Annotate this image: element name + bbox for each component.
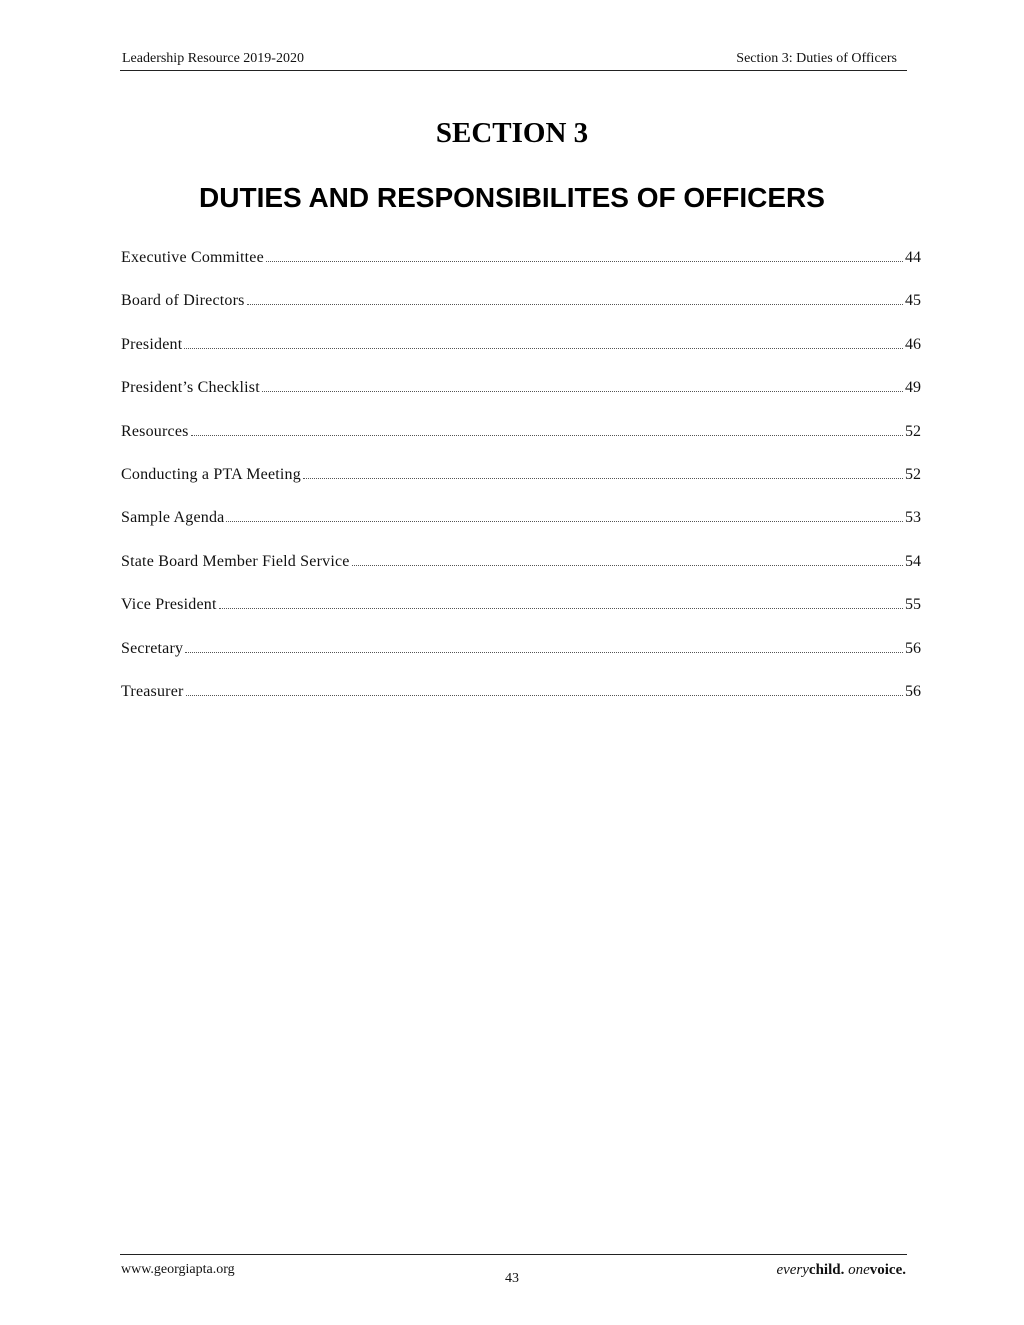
toc-dot-leader: [219, 608, 903, 609]
toc-entry-president[interactable]: [121, 335, 921, 378]
toc-entry-label: Secretary: [121, 639, 184, 657]
toc-entry-sample-agenda[interactable]: [121, 508, 921, 551]
toc-entry-page: 56: [905, 639, 921, 657]
toc-entry-board-of-directors[interactable]: [121, 291, 921, 334]
toc-entry-label: President: [121, 335, 183, 353]
footer-motto: [776, 1261, 906, 1279]
toc-dot-leader: [184, 348, 903, 349]
motto-one: one: [848, 1262, 870, 1278]
toc-entry-resources[interactable]: [121, 422, 921, 465]
toc-entry-page: 46: [905, 335, 921, 353]
toc-dot-leader: [186, 695, 903, 696]
toc-entry-treasurer[interactable]: [121, 682, 921, 725]
toc-entry-label: State Board Member Field Service: [121, 552, 350, 570]
table-of-contents: [121, 248, 921, 725]
toc-entry-page: 44: [905, 249, 921, 266]
toc-entry-label: Treasurer: [121, 682, 184, 700]
toc-entry-page: 55: [905, 596, 921, 614]
toc-entry-label: Vice President: [121, 596, 217, 614]
toc-entry-label: President’s Checklist: [121, 379, 260, 397]
toc-entry-label: Board of Directors: [121, 292, 245, 310]
toc-dot-leader: [303, 478, 903, 479]
footer-page-number: 43: [505, 1271, 519, 1286]
toc-entry-presidents-checklist[interactable]: [121, 378, 921, 421]
toc-entry-label: Sample Agenda: [121, 509, 225, 527]
header-section-title: Section 3: Duties of Officers: [736, 51, 897, 66]
toc-entry-page: 52: [905, 422, 921, 440]
toc-entry-label: Conducting a PTA Meeting: [121, 465, 301, 483]
section-number-heading: SECTION 3: [435, 117, 589, 149]
toc-entry-page: 56: [905, 682, 921, 700]
toc-entry-page: 49: [905, 379, 921, 397]
toc-entry-page: 53: [905, 509, 921, 527]
toc-dot-leader: [226, 521, 903, 522]
toc-entry-secretary[interactable]: [121, 639, 921, 682]
toc-entry-executive-committee[interactable]: [121, 248, 921, 291]
motto-voice: voice.: [869, 1262, 906, 1278]
section-title-heading: DUTIES AND RESPONSIBILITES OF OFFICERS: [199, 182, 825, 213]
toc-entry-page: 45: [905, 292, 921, 310]
toc-dot-leader: [191, 435, 903, 436]
toc-entry-state-board-member-field-service[interactable]: [121, 552, 921, 595]
toc-dot-leader: [185, 652, 903, 653]
footer-divider: [120, 1254, 907, 1255]
toc-entry-page: 54: [905, 552, 921, 570]
header-document-title: Leadership Resource 2019-2020: [122, 51, 304, 66]
toc-entry-conducting-a-pta-meeting[interactable]: [121, 465, 921, 508]
footer-website-link[interactable]: www.georgiapta.org: [121, 1262, 235, 1277]
toc-dot-leader: [266, 261, 903, 262]
toc-entry-label: Executive Committee: [121, 249, 264, 266]
page-header: [120, 50, 907, 71]
toc-dot-leader: [262, 391, 903, 392]
toc-entry-vice-president[interactable]: [121, 595, 921, 638]
motto-child: child.: [808, 1262, 845, 1278]
toc-entry-page: 52: [905, 465, 921, 483]
toc-entry-label: Resources: [121, 422, 189, 440]
toc-dot-leader: [352, 565, 903, 566]
toc-dot-leader: [247, 304, 903, 305]
motto-every: every: [776, 1262, 809, 1278]
